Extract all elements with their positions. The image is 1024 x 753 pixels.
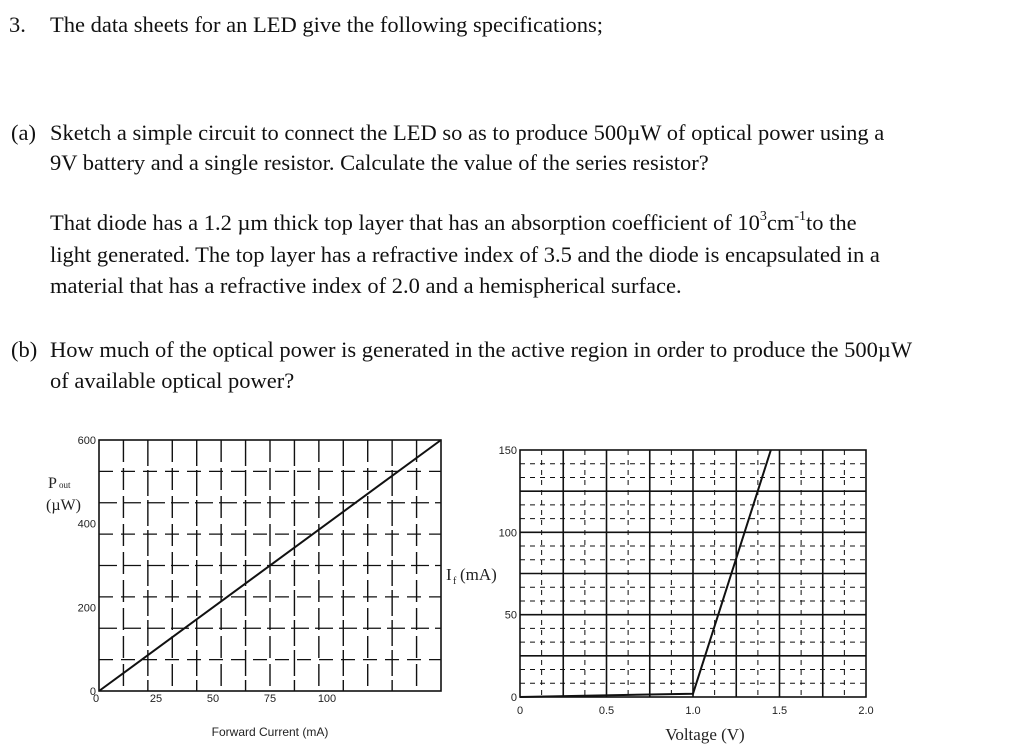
y-tick-label: 50 — [504, 609, 517, 622]
y-axis-label-sub: f — [453, 576, 457, 587]
x-tick-label: 0.5 — [598, 705, 615, 717]
y-axis-label: I — [446, 565, 452, 584]
y-tick-label: 0 — [510, 692, 517, 704]
x-tick-label: 1.5 — [771, 705, 788, 717]
x-tick-label: 75 — [263, 693, 277, 705]
question-number: 3. — [9, 12, 26, 37]
y-tick-label: 600 — [77, 435, 96, 447]
y-tick-label: 200 — [77, 602, 96, 615]
x-tick-label: 0 — [92, 693, 100, 705]
y-tick-label: 150 — [498, 445, 517, 457]
context-line2-text: light generated. The top layer has a refractive index of 3.5 and the diode is encapsulated in a — [50, 242, 880, 267]
context-line1-text: That diode has a 1.2 µm thick top layer that has an absorption coefficient of $10^3cm^{-1}to$ the — [50, 208, 857, 235]
part-a-line2: 9V battery and a single resistor. Calculate the value of the series resistor? — [50, 150, 709, 175]
x-axis-label: Forward Current (mA) — [211, 725, 329, 739]
x-tick-label: 1.0 — [685, 705, 701, 717]
x-tick-label: 100 — [317, 693, 337, 705]
chart-power-vs-current — [46, 435, 441, 739]
x-axis-label: Voltage (V) — [665, 725, 745, 744]
part-a-label: (a) — [11, 120, 36, 145]
y-axis-unit: (µW) — [46, 497, 81, 514]
part-b-line2: of available optical power? — [50, 368, 295, 393]
x-tick-label: 50 — [206, 693, 220, 705]
question-intro-text: The data sheets for an LED give the following specifications; — [50, 12, 603, 37]
part-b-label: (b) — [11, 337, 38, 362]
part-b-line1-text: How much of the optical power is generated in the active region in order to produce the 500µW — [50, 337, 913, 362]
x-tick-label: 0 — [516, 705, 524, 717]
y-axis-label-sub: out — [59, 480, 71, 490]
part-a-line1-text: Sketch a simple circuit to connect the LED so as to produce 500µW of optical power using a — [50, 120, 885, 145]
chart-current-vs-voltage — [446, 445, 874, 744]
context-line3: material that has a refractive index of 2.0 and a hemispherical surface. — [50, 273, 682, 298]
x-tick-label: 25 — [149, 693, 163, 705]
y-axis-label: P — [48, 475, 57, 492]
y-axis-unit: (mA) — [460, 565, 497, 584]
y-tick-label: 400 — [77, 518, 96, 531]
y-tick-label: 100 — [498, 527, 517, 540]
y-tick-label: 0 — [89, 686, 96, 698]
x-tick-label: 2.0 — [858, 705, 874, 717]
